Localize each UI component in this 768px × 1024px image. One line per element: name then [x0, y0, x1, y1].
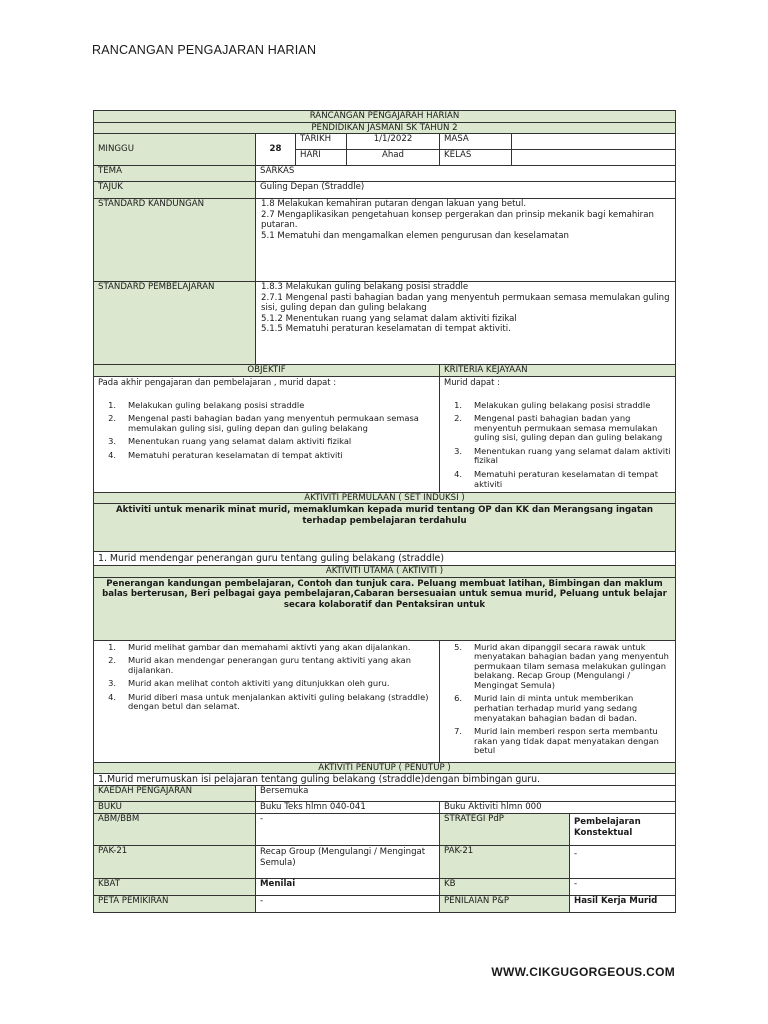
sk-item: 5.1 Mematuhi dan mengamalkan elemen pengurusan dan keselamatan	[261, 230, 569, 241]
penutup-step: 1.Murid merumuskan isi pelajaran tentang guling belakang (straddle)dengan bimbingan guru.	[94, 774, 676, 786]
row-utama-summary	[94, 577, 676, 640]
objektif-list	[98, 401, 435, 461]
row-standard-pembelajaran	[94, 282, 676, 365]
peta-label: PETA PEMIKIRAN	[94, 896, 256, 913]
sp-item: 5.1.5 Mematuhi peraturan keselamatan di tempat aktiviti.	[261, 324, 511, 334]
row-tema	[94, 166, 676, 182]
row-peta	[94, 896, 676, 913]
sp-item: 5.1.2 Menentukan ruang yang selamat dalam aktiviti fizikal	[261, 313, 517, 324]
title-row-1	[94, 111, 676, 123]
list-item: 2. Mengenal pasti bahagian badan yang menyentuh permukaan semasa memulakan guling sisi, guling depan dan guling belakang	[108, 413, 419, 433]
standard-pembelajaran-label: STANDARD PEMBELAJARAN	[94, 282, 256, 365]
kriteria-lead: Murid dapat :	[444, 376, 500, 387]
permulaan-label: AKTIVITI PERMULAAN ( SET INDUKSI )	[94, 492, 676, 504]
utama-right	[440, 640, 676, 762]
kaedah-label: KAEDAH PENGAJARAN	[94, 786, 256, 802]
list-item: 3. Murid akan melihat contoh aktiviti yang ditunjukkan oleh guru.	[108, 678, 390, 689]
tarikh-label: TARIKH	[296, 134, 347, 150]
row-permulaan-header	[94, 492, 676, 504]
row-utama-content	[94, 640, 676, 762]
row-objektif-content	[94, 376, 676, 492]
row-abm	[94, 814, 676, 846]
footer-website[interactable]: WWW.CIKGUGORGEOUS.COM	[491, 965, 675, 979]
kaedah-value: Bersemuka	[256, 786, 676, 802]
hari-value: Ahad	[347, 150, 440, 166]
list-item: 1. Melakukan guling belakang posisi straddle	[454, 399, 651, 410]
standard-kandungan-value	[256, 199, 676, 282]
sp-item: 2.7.1 Mengenal pasti bahagian badan yang menyentuh permukaan semasa memulakan guling sisi, guling depan dan guling belakang	[261, 292, 670, 313]
list-item: 7. Murid lain memberi respon serta membantu rakan yang tidak dapat menyatakan dengan betul	[454, 726, 659, 756]
peta-value: -	[256, 896, 440, 913]
row-standard-kandungan	[94, 199, 676, 282]
pak21-value-2: -	[570, 846, 676, 879]
row-kbat	[94, 879, 676, 896]
objektif-lead: Pada akhir pengajaran dan pembelajaran , murid dapat :	[98, 376, 337, 387]
tema-value: SARKAS	[256, 166, 676, 182]
buku-teks: Buku Teks hlmn 040-041	[256, 802, 440, 814]
masa-value	[512, 134, 676, 150]
list-item: 4. Mematuhi peraturan keselamatan di tempat aktiviti	[108, 449, 343, 460]
abm-value: -	[256, 814, 440, 846]
tajuk-label: TAJUK	[94, 182, 256, 199]
list-item: 1. Melakukan guling belakang posisi straddle	[108, 399, 305, 410]
lesson-plan-table	[93, 110, 676, 913]
pak21-label: PAK-21	[94, 846, 256, 879]
list-item: 1. Murid melihat gambar dan memahami aktivti yang akan dijalankan.	[108, 641, 411, 652]
kb-label: KB	[440, 879, 570, 896]
row-penutup-step	[94, 774, 676, 786]
kelas-label: KELAS	[440, 150, 512, 166]
utama-label: AKTIVITI UTAMA ( AKTIVITI )	[94, 566, 676, 578]
minggu-value: 28	[256, 134, 296, 166]
list-item: 5. Murid akan dipanggil secara rawak untuk menyatakan bahagian badan yang menyentuh permukaan tilam semasa melakukan gulingan belakang. Recap Group (Mengulangi / Mengingat Semula)	[454, 641, 669, 690]
permulaan-summary: Aktiviti untuk menarik minat murid, memaklumkan kepada murid tentang OP dan KK dan Merangsang ingatan terhadap pembelajaran terdahulu	[94, 504, 676, 552]
masa-label: MASA	[440, 134, 512, 150]
kriteria-list	[444, 401, 671, 490]
penilaian-label: PENILAIAN P&P	[440, 896, 570, 913]
row-minggu-tarikh	[94, 134, 676, 150]
tema-label: TEMA	[94, 166, 256, 182]
list-item: 2. Mengenal pasti bahagian badan yang menyentuh permukaan semasa memulakan guling sisi, guling depan dan guling belakang	[454, 413, 663, 443]
buku-aktiviti: Buku Aktiviti hlmn 000	[440, 802, 676, 814]
utama-left-list	[98, 643, 435, 713]
utama-left	[94, 640, 440, 762]
pak21-label-2: PAK-21	[440, 846, 570, 879]
utama-right-list	[444, 643, 671, 757]
table-title: RANCANGAN PENGAJARAH HARIAN	[94, 111, 676, 123]
row-utama-header	[94, 566, 676, 578]
kbat-value: Menilai	[256, 879, 440, 896]
tajuk-value: Guling Depan (Straddle)	[256, 182, 676, 199]
list-item: 3. Menentukan ruang yang selamat dalam aktiviti fizikal	[108, 436, 352, 447]
hari-label: HARI	[296, 150, 347, 166]
standard-kandungan-label: STANDARD KANDUNGAN	[94, 199, 256, 282]
utama-summary: Penerangan kandungan pembelajaran, Contoh dan tunjuk cara. Peluang membuat latihan, Bimbingan dan maklum balas berterusan, Beri pelbagai gaya pembelajaran,Cabaran bersesuaian untuk semua murid, Peluang untuk belajar secara kolaboratif dan Pentaksiran untuk	[94, 577, 676, 640]
document-header: RANCANGAN PENGAJARAN HARIAN	[92, 43, 317, 57]
kriteria-content	[440, 376, 676, 492]
abm-label: ABM/BBM	[94, 814, 256, 846]
standard-pembelajaran-value	[256, 282, 676, 365]
row-pak21	[94, 846, 676, 879]
row-kaedah	[94, 786, 676, 802]
objektif-label: OBJEKTIF	[94, 365, 440, 377]
row-permulaan-step	[94, 552, 676, 566]
strategi-value: Pembelajaran Konstektual	[570, 814, 676, 846]
row-permulaan-summary	[94, 504, 676, 552]
list-item: 2. Murid akan mendengar penerangan guru tentang aktiviti yang akan dijalankan.	[108, 655, 412, 675]
sp-item: 1.8.3 Melakukan guling belakang posisi straddle	[261, 282, 469, 292]
sk-item: 2.7 Mengaplikasikan pengetahuan konsep pergerakan dan prinsip mekanik bagi kemahiran putaran.	[261, 209, 654, 230]
minggu-label: MINGGU	[94, 134, 256, 166]
row-tajuk	[94, 182, 676, 199]
permulaan-step: 1. Murid mendengar penerangan guru tentang guling belakang (straddle)	[94, 552, 676, 566]
list-item: 4. Murid diberi masa untuk menjalankan aktiviti guling belakang (straddle) dengan betul dan selamat.	[108, 691, 429, 712]
list-item: 4. Mematuhi peraturan keselamatan di tempat aktiviti	[454, 469, 658, 489]
buku-label: BUKU	[94, 802, 256, 814]
objektif-content	[94, 376, 440, 492]
row-buku	[94, 802, 676, 814]
row-penutup-header	[94, 762, 676, 774]
kbat-label: KBAT	[94, 879, 256, 896]
penilaian-value: Hasil Kerja Murid	[570, 896, 676, 913]
list-item: 3. Menentukan ruang yang selamat dalam aktiviti fizikal	[454, 445, 671, 466]
title-row-2	[94, 122, 676, 134]
strategi-label: STRATEGI PdP	[440, 814, 570, 846]
kriteria-label: KRITERIA KEJAYAAN	[440, 365, 676, 377]
pak21-value: Recap Group (Mengulangi / Mengingat Semula)	[256, 846, 440, 879]
table-subtitle: PENDIDIKAN JASMANI SK TAHUN 2	[94, 122, 676, 134]
list-item: 6. Murid lain di minta untuk memberikan perhatian terhadap murid yang sedang menyatakan bahagian badan di badan.	[454, 693, 638, 723]
penutup-label: AKTIVITI PENUTUP ( PENUTUP )	[94, 762, 676, 774]
kelas-value	[512, 150, 676, 166]
tarikh-value: 1/1/2022	[347, 134, 440, 150]
row-objektif-header	[94, 365, 676, 377]
sk-item: 1.8 Melakukan kemahiran putaran dengan lakuan yang betul.	[261, 199, 527, 209]
kb-value: -	[570, 879, 676, 896]
